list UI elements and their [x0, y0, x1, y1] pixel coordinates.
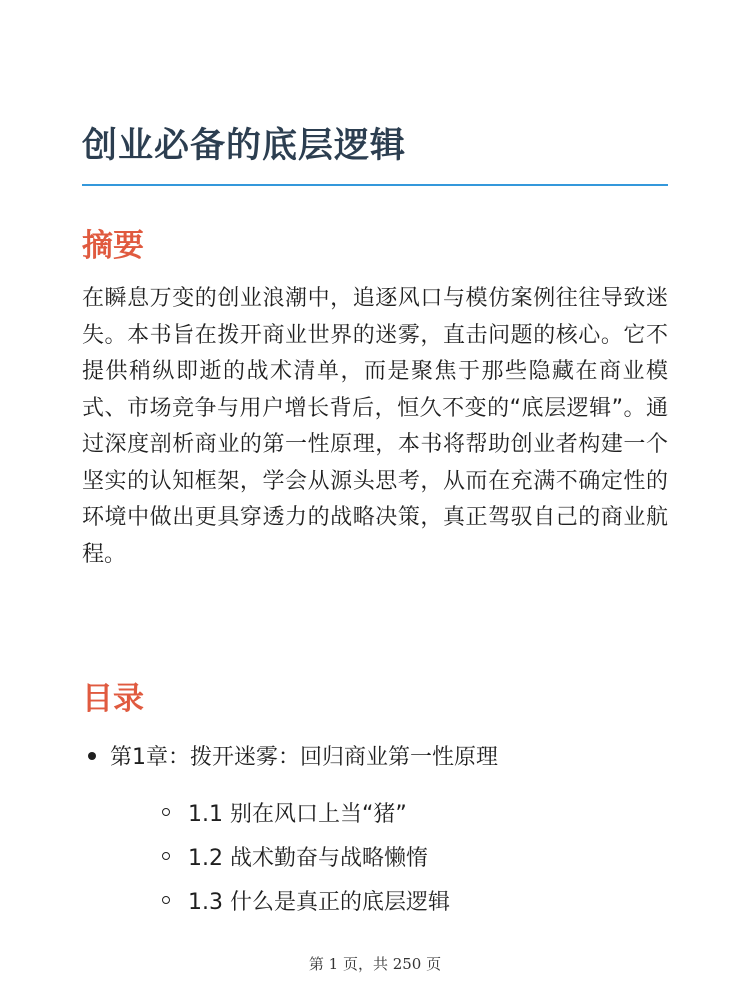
toc-chapter-label: 第1章：拨开迷雾：回归商业第一性原理 [110, 745, 498, 770]
toc-section-item [188, 797, 407, 828]
page-footer: 第 1 页，共 250 页 [308, 955, 442, 973]
bullet-circle-icon [162, 896, 170, 904]
toc-section-label: 1.2 战术勤奋与战略懒惰 [188, 846, 428, 871]
bullet-circle-icon [162, 852, 170, 860]
abstract-paragraph: 在瞬息万变的创业浪潮中，追逐风口与模仿案例往往导致迷失。本书旨在拨开商业世界的迷雾，直击问题的核心。它不提供稍纵即逝的战术清单，而是聚焦于那些隐藏在商业模式、市场竞争与用户增长背后，恒久不变的“底层逻辑”。通过深度剖析商业的第一性原理，本书将帮助创业者构建一个坚实的认知框架，学会从源头思考，从而在充满不确定性的环境中做出更具穿透力的战略决策，真正驾驭自己的商业航程。 [82, 286, 668, 567]
page-title: 创业必备的底层逻辑 [82, 126, 407, 166]
abstract-heading: 摘要 [82, 228, 144, 264]
toc-section-item [188, 841, 428, 872]
bullet-circle-icon [162, 808, 170, 816]
toc-section-label: 1.1 别在风口上当“猪” [188, 802, 407, 827]
title-divider [82, 184, 668, 186]
toc-heading: 目录 [82, 681, 144, 717]
toc-section-item [188, 885, 450, 916]
toc-section-label: 1.3 什么是真正的底层逻辑 [188, 890, 450, 915]
toc-chapter-item [110, 740, 498, 771]
bullet-disc-icon [88, 752, 96, 760]
